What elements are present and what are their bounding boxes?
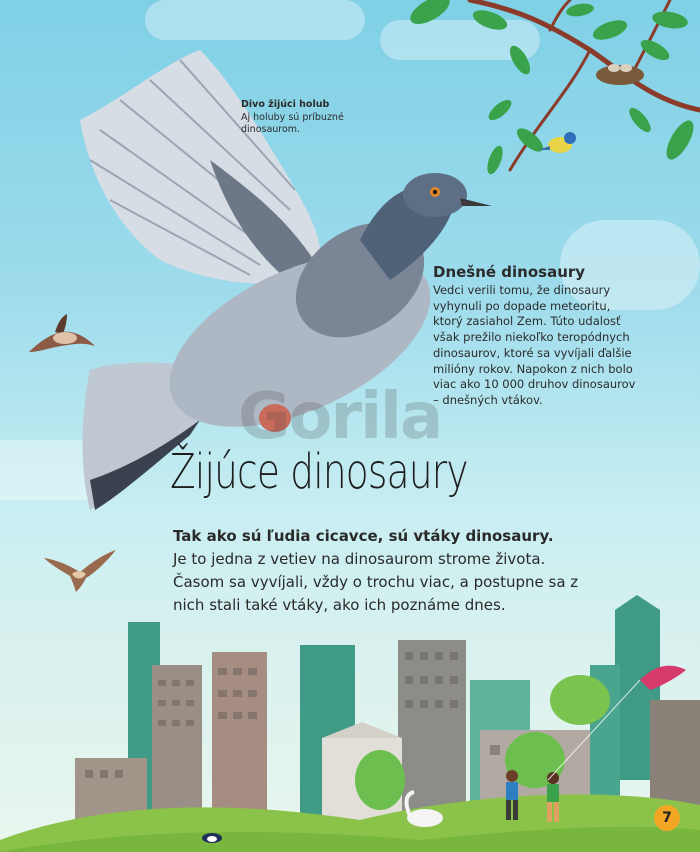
caption-text: Aj holuby sú príbuzné dinosaurom.: [241, 111, 344, 135]
city-skyline-illustration: [0, 590, 700, 852]
page-number-badge: 7: [654, 805, 680, 831]
lead-text: Je to jedna z vetiev na dinosaurom strome života. Časom sa vyvíjali, vždy o trochu viac, a postupne sa z nich stali také vtáky, ako ich poznáme dnes.: [173, 550, 579, 614]
sidebar-title: Dnešné dinosaury: [433, 263, 586, 281]
sidebar-box: [433, 263, 643, 409]
watermark-logo: Gorila: [238, 380, 442, 454]
page-title: Žijúce dinosaury: [170, 444, 468, 500]
pigeon-caption: [241, 99, 391, 137]
sparrow-illustration: [25, 312, 97, 358]
sidebar-text: Vedci verili tomu, že dinosaury vyhynuli po dopade meteoritu, ktorý zasiahol Zem. Túto udalosť však prežilo niekoľko teropódnych dinosaurov, ktoré sa vyvíjali ďalšie milióny rokov. Napokon z nich bolo viac ako 10 000 druhov dinosaurov – dnešných vtákov.: [433, 283, 636, 407]
falcon-illustration: [42, 548, 118, 592]
lead-paragraph: [173, 525, 593, 617]
caption-title: Divo žijúci holub: [241, 99, 330, 110]
cloud: [145, 0, 365, 40]
lead-bold-sentence: Tak ako sú ľudia cicavce, sú vtáky dinosaury.: [173, 527, 554, 545]
